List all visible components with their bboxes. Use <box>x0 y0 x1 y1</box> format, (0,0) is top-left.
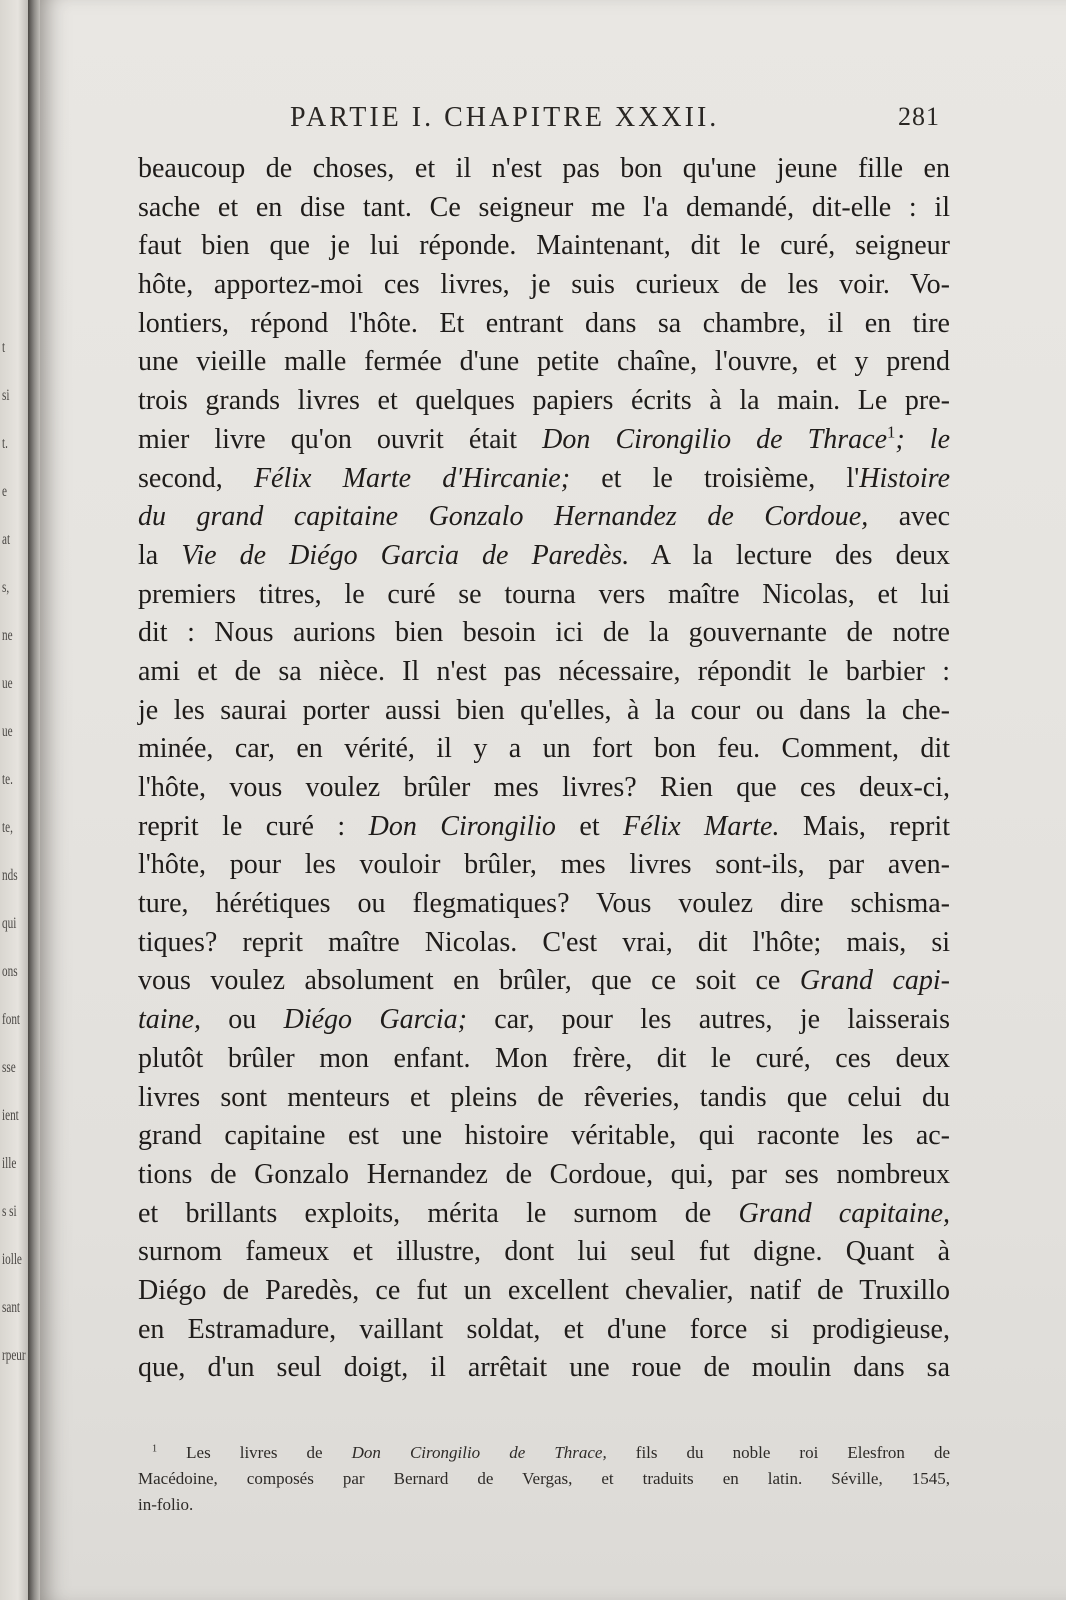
text-run: une vieille malle fermée d'une petite chaîne, l'ouvre, et y prend <box>138 346 950 378</box>
text-run: second, <box>138 462 254 494</box>
body-line <box>138 808 950 847</box>
text-run: et le troisième, l' <box>570 462 860 494</box>
text-run: dit : Nous aurions bien besoin ici de la gouvernante de notre <box>138 617 950 649</box>
facing-page-fragment: sse <box>2 1059 16 1076</box>
italic-title: Vie de Diégo Garcia de Paredès. <box>181 539 630 571</box>
text-run: ou <box>201 1004 284 1036</box>
body-line <box>138 1156 950 1195</box>
facing-page-fragment: ne <box>2 627 13 644</box>
italic-title: Histoire <box>859 462 950 494</box>
facing-page-fragment: qui <box>2 915 17 932</box>
facing-page-fragment: nds <box>2 867 18 884</box>
body-line <box>138 1272 950 1311</box>
body-line <box>138 305 950 344</box>
text-run: sache et en dise tant. Ce seigneur me l'a demandé, dit-elle : il <box>138 191 950 223</box>
facing-page-edge <box>0 0 30 1600</box>
body-line <box>138 189 950 228</box>
body-line <box>138 769 950 808</box>
footnote-line <box>138 1492 950 1518</box>
text-run: A la lecture des deux <box>629 539 950 571</box>
body-line <box>138 498 950 537</box>
body-line <box>138 576 950 615</box>
footnotes <box>138 1440 950 1518</box>
facing-page-fragment: ons <box>2 963 18 980</box>
text-run: je les saurai porter aussi bien qu'elles, à la cour ou dans la che- <box>138 694 950 726</box>
body-line <box>138 846 950 885</box>
body-line <box>138 1117 950 1156</box>
facing-page-fragment: ient <box>2 1107 19 1124</box>
facing-page-fragment: e <box>2 483 7 500</box>
body-line <box>138 150 950 189</box>
text-run: plutôt brûler mon enfant. Mon frère, dit le curé, ces deux <box>138 1042 950 1074</box>
text-run: en Estramadure, vaillant soldat, et d'une force si prodigieuse, <box>138 1313 950 1345</box>
italic-title: Félix Marte. <box>623 810 780 842</box>
text-run: et <box>555 810 624 842</box>
facing-page-fragment: sant <box>2 1299 21 1316</box>
text-run: tiques? reprit maître Nicolas. C'est vrai, dit l'hôte; mais, si <box>138 926 950 958</box>
body-line <box>138 653 950 692</box>
italic-title: Don Cirongilio <box>368 810 556 842</box>
body-line <box>138 382 950 421</box>
text-run: tions de Gonzalo Hernandez de Cordoue, qui, par ses nombreux <box>138 1158 950 1190</box>
text-run: ami et de sa nièce. Il n'est pas nécessaire, répondit le barbier : <box>138 655 950 687</box>
body-line <box>138 1195 950 1234</box>
body-line <box>138 266 950 305</box>
body-line <box>138 1040 950 1079</box>
italic-title: Diégo Garcia; <box>283 1004 467 1036</box>
text-run: faut bien que je lui réponde. Maintenant, dit le curé, seigneur <box>138 230 950 262</box>
italic-title: taine, <box>138 1004 201 1036</box>
italic-title: Don Cirongilio de Thrace <box>542 423 887 455</box>
body-line <box>138 1233 950 1272</box>
text-run: trois grands livres et quelques papiers écrits à la main. Le pre- <box>138 385 950 417</box>
text-run: Mais, reprit <box>779 810 950 842</box>
text-run: l'hôte, vous voulez brûler mes livres? Rien que ces deux-ci, <box>138 772 950 803</box>
text-run: que, d'un seul doigt, il arrêtait une roue de moulin dans sa <box>138 1352 950 1384</box>
body-line <box>138 1079 950 1118</box>
facing-page-fragment: s si <box>2 1203 17 1220</box>
text-run: l'hôte, pour les vouloir brûler, mes livres sont-ils, par aven- <box>138 849 950 881</box>
facing-page-fragment: te, <box>2 819 13 836</box>
body-line <box>138 885 950 924</box>
running-head <box>290 102 940 138</box>
text-run: la <box>138 539 182 571</box>
footnote-marker: 1 <box>887 422 896 442</box>
text-run: vous voulez absolument en brûler, que ce soit ce <box>138 965 800 997</box>
italic-title: Don Cirongilio de Thrace, <box>351 1443 607 1462</box>
text-run: avec <box>868 501 950 533</box>
body-line <box>138 343 950 382</box>
body-line <box>138 1311 950 1350</box>
body-line <box>138 1001 950 1040</box>
body-line <box>138 692 950 731</box>
facing-page-fragment: si <box>2 387 10 404</box>
running-title: PARTIE I. CHAPITRE XXXII. <box>290 102 720 133</box>
body-line <box>138 962 950 1001</box>
body-line <box>138 730 950 769</box>
footnote-marker: 1 <box>152 1443 158 1455</box>
text-run: grand capitaine est une histoire véritable, qui raconte les ac- <box>138 1120 950 1152</box>
body-line <box>138 924 950 963</box>
body-text <box>138 150 950 1388</box>
italic-title: ; le <box>895 423 950 455</box>
text-run: Diégo de Paredès, ce fut un excellent chevalier, natif de Truxillo <box>138 1274 950 1306</box>
body-line <box>138 1349 950 1388</box>
text-run: minée, car, en vérité, il y a un fort bon feu. Comment, dit <box>138 733 950 765</box>
text-run: livres sont menteurs et pleins de rêveries, tandis que celui du <box>138 1081 950 1113</box>
footnote-line <box>138 1440 950 1466</box>
text-run: reprit le curé : <box>138 810 369 842</box>
text-run: et brillants exploits, mérita le surnom de <box>138 1197 739 1229</box>
text-run: surnom fameux et illustre, dont lui seul fut digne. Quant à <box>138 1236 950 1268</box>
text-run: car, pour les autres, je laisserais <box>466 1004 951 1036</box>
italic-title: Grand capi- <box>799 965 950 997</box>
facing-page-fragment: t. <box>2 435 8 452</box>
italic-title: du grand capitaine Gonzalo Hernandez de Cordoue, <box>138 501 869 533</box>
text-run: mier livre qu'on ouvrit était <box>138 423 543 455</box>
text-run: fils du noble roi Elesfron de <box>606 1443 951 1462</box>
text-run: in-folio. <box>138 1495 194 1514</box>
page-number: 281 <box>898 102 940 131</box>
text-run: Les livres de <box>157 1443 352 1462</box>
text-run: premiers titres, le curé se tourna vers maître Nicolas, et lui <box>138 578 950 610</box>
facing-page-fragment: ue <box>2 675 13 692</box>
text-run: Macédoine, composés par Bernard de Vergas, et traduits en latin. Séville, 1545, <box>138 1469 950 1488</box>
facing-page-fragment: rpeur <box>2 1347 26 1364</box>
body-line <box>138 460 950 499</box>
facing-page-fragment: ille <box>2 1155 17 1172</box>
body-line <box>138 227 950 266</box>
body-line <box>138 614 950 653</box>
facing-page-fragment: s, <box>2 579 10 596</box>
book-page <box>40 0 1066 1600</box>
facing-page-fragment: te. <box>2 771 13 788</box>
italic-title: Félix Marte d'Hircanie; <box>253 462 571 494</box>
body-line <box>138 421 950 460</box>
facing-page-fragment: ue <box>2 723 13 740</box>
text-run: lontiers, répond l'hôte. Et entrant dans sa chambre, il en tire <box>138 307 950 339</box>
facing-page-fragment: t <box>2 339 6 356</box>
body-line <box>138 537 950 576</box>
facing-page-fragment: iolle <box>2 1251 22 1268</box>
text-run: beaucoup de choses, et il n'est pas bon qu'une jeune fille en <box>138 153 950 184</box>
facing-page-fragment: font <box>2 1011 21 1028</box>
facing-page-fragment: at <box>2 531 11 548</box>
footnote-line <box>138 1466 950 1492</box>
text-run: ture, hérétiques ou flegmatiques? Vous voulez dire schisma- <box>138 888 950 920</box>
italic-title: Grand capitaine, <box>738 1197 950 1229</box>
text-run: hôte, apportez-moi ces livres, je suis curieux de les voir. Vo- <box>138 269 950 301</box>
